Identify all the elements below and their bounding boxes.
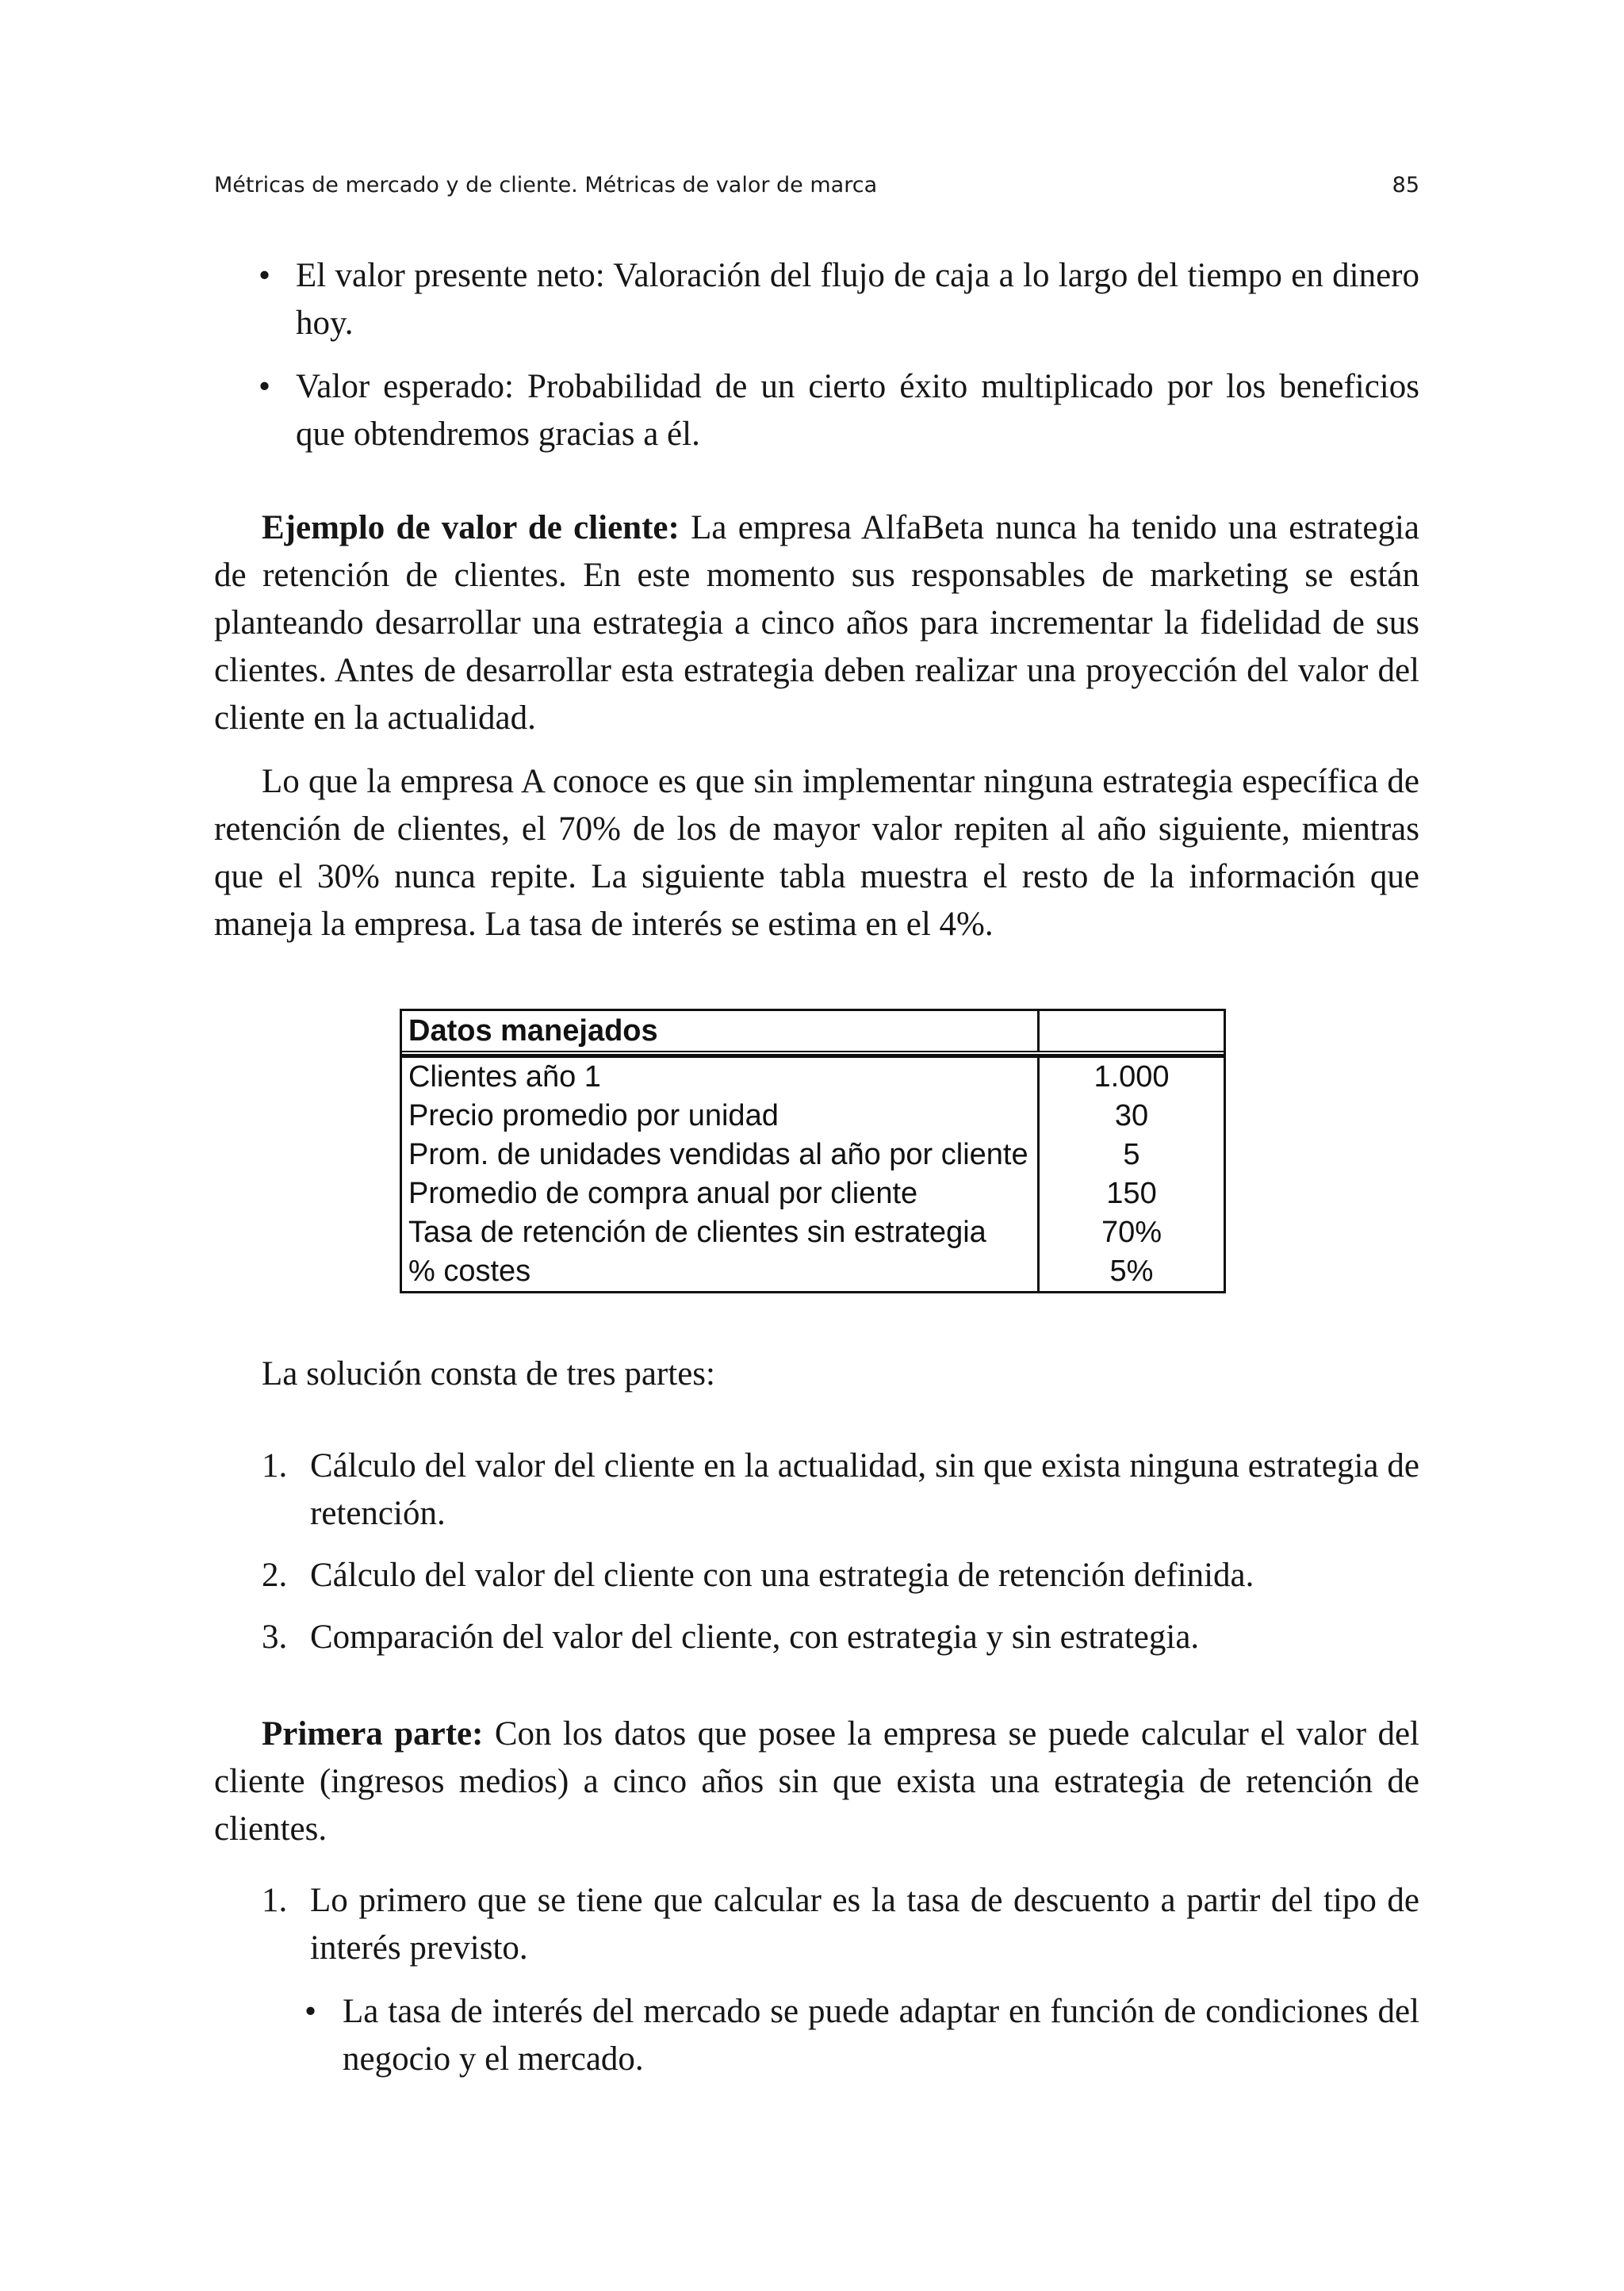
table-value: 5% <box>1109 1255 1154 1288</box>
bullet-item: • Valor esperado: Probabilidad de un cierto éxito multiplicado por los beneficios que obtendremos gracias a él. <box>214 363 1419 458</box>
list-text: Lo primero que se tiene que calcular es la tasa de descuento a partir del tipo de interés previsto. <box>310 1882 1419 1967</box>
table-header-row <box>400 1009 1226 1051</box>
first-part-lead: Primera parte: <box>262 1715 484 1753</box>
table-label: Precio promedio por unidad <box>408 1099 779 1132</box>
list-number: 1. <box>262 1882 288 1919</box>
table-body <box>400 1055 1226 1293</box>
table-value: 5 <box>1123 1138 1140 1171</box>
page-number: 85 <box>1392 173 1419 197</box>
solution-intro: La solución consta de tres partes: <box>262 1355 715 1393</box>
table-value-column <box>1040 1058 1224 1291</box>
first-part-paragraph <box>214 1711 1419 1853</box>
example-paragraph <box>214 504 1419 742</box>
data-table <box>400 1009 1226 1293</box>
table-value: 30 <box>1114 1099 1149 1132</box>
info-paragraph: Lo que la empresa A conoce es que sin implementar ninguna estrategia específica de retención de clientes, el 70% de los de mayor valor repiten al año siguiente, mientras que el 30% nunca repite. La siguiente tabla muestra el resto de la información que maneja la empresa. La tasa de interés se estima en el 4%. <box>214 763 1419 943</box>
table-label: Prom. de unidades vendidas al año por cliente <box>408 1138 1028 1171</box>
list-text: Cálculo del valor del cliente en la actualidad, sin que exista ninguna estrategia de retención. <box>310 1447 1419 1532</box>
list-item <box>214 1442 1419 1538</box>
list-text: Cálculo del valor del cliente con una estrategia de retención definida. <box>310 1557 1254 1594</box>
list-item <box>214 1552 1419 1599</box>
example-lead: Ejemplo de valor de cliente: <box>262 509 680 546</box>
list-text: Comparación del valor del cliente, con estrategia y sin estrategia. <box>310 1619 1200 1656</box>
table-label-column <box>402 1058 1040 1291</box>
table-label: % costes <box>408 1255 531 1288</box>
running-header <box>214 173 1419 197</box>
nested-bullet-list <box>214 1988 1419 2083</box>
list-number: 2. <box>262 1557 288 1594</box>
list-number: 3. <box>262 1619 288 1656</box>
bullet-item: • La tasa de interés del mercado se puede adaptar en función de condiciones del negocio y el mercado. <box>214 1988 1419 2083</box>
intro-bullet-list <box>214 252 1419 458</box>
table-value: 150 <box>1106 1177 1157 1210</box>
running-title: Métricas de mercado y de cliente. Métricas de valor de marca <box>214 173 878 197</box>
list-number: 1. <box>262 1447 288 1485</box>
table-label: Clientes año 1 <box>408 1060 601 1094</box>
list-item <box>214 1877 1419 1972</box>
table-value: 70% <box>1101 1216 1162 1249</box>
first-part-text: Con los datos que posee la empresa se puede calcular el valor del cliente (ingresos medios) a cinco años sin que exista una estrategia de retención de clientes. <box>214 1715 1419 1848</box>
first-part-steps-list <box>214 1877 1419 1972</box>
table-header-label: Datos manejados <box>402 1011 1040 1051</box>
table-label: Tasa de retención de clientes sin estrategia <box>408 1216 986 1249</box>
bullet-item: • El valor presente neto: Valoración del flujo de caja a lo largo del tiempo en dinero hoy. <box>214 252 1419 347</box>
solution-steps-list <box>214 1442 1419 1661</box>
table-value: 1.000 <box>1094 1060 1170 1094</box>
table-header-value <box>1040 1011 1224 1051</box>
page-body <box>214 252 1419 2083</box>
list-item <box>214 1614 1419 1661</box>
table-label: Promedio de compra anual por cliente <box>408 1177 918 1210</box>
example-text: La empresa AlfaBeta nunca ha tenido una estrategia de retención de clientes. En este momento sus responsables de marketing se están planteando desarrollar una estrategia a cinco años para incrementar la fidelidad de sus clientes. Antes de desarrollar esta estrategia deben realizar una proyección del valor del cliente en la actualidad. <box>214 509 1419 737</box>
